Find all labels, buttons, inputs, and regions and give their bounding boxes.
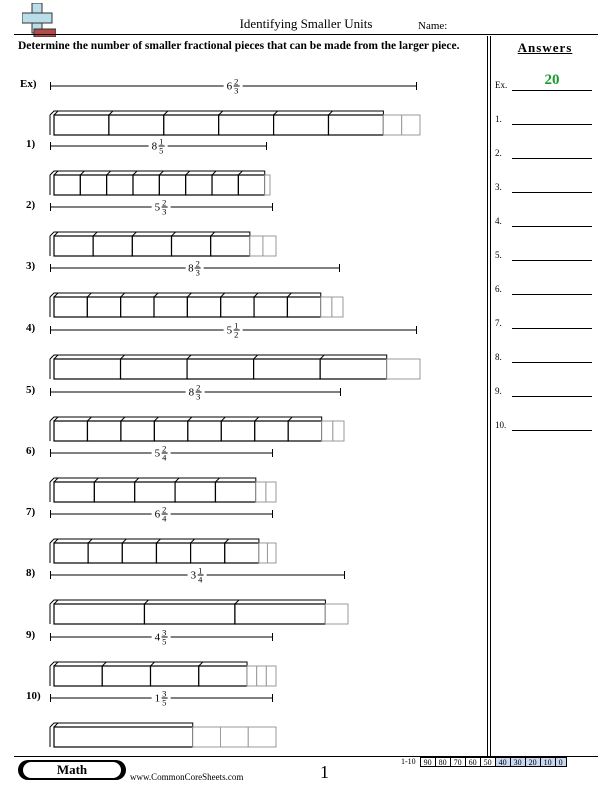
whole-unit [219,115,274,135]
fraction [197,567,203,584]
fraction [161,690,167,707]
answer-label: 7. [495,318,502,328]
whole-unit [132,236,171,256]
score-cell: 40 [496,757,511,767]
mixed-number [152,445,171,462]
answer-label: 5. [495,250,502,260]
numerator: 2 [162,443,167,454]
fraction-piece [322,421,333,441]
whole-unit [80,175,106,195]
problem-label: 10) [26,690,41,702]
answer-blank[interactable] [512,362,592,363]
whole-unit [107,175,133,195]
numerator: 2 [162,197,167,208]
whole-unit [221,297,254,317]
whole-unit [221,421,254,441]
whole-unit [133,175,159,195]
answer-blank[interactable] [512,124,592,125]
divider [487,36,488,756]
whole-unit [93,236,132,256]
answer-blank[interactable] [512,294,592,295]
numerator: 2 [162,504,167,515]
answer-blank[interactable] [512,328,592,329]
score-cell: 90 [420,757,436,767]
whole-unit [186,175,212,195]
fraction-piece [266,482,276,502]
whole-unit [238,175,264,195]
mixed-number [149,138,168,155]
score-cell: 50 [481,757,496,767]
whole-part: 5 [154,447,161,459]
fraction-piece [402,115,420,135]
whole-unit [329,115,384,135]
whole-unit [135,482,175,502]
fraction-piece [221,727,249,747]
whole-unit [199,666,247,686]
site-url: www.CommonCoreSheets.com [130,772,244,782]
whole-unit [154,421,187,441]
denominator: 5 [162,697,167,708]
mixed-number [224,78,243,95]
whole-unit [122,543,156,563]
fraction [195,384,201,401]
whole-part: 6 [226,80,233,92]
mixed-number [152,690,171,707]
whole-unit [254,297,287,317]
fraction [195,260,201,277]
fraction-piece [248,727,276,747]
divider [490,36,491,756]
fraction-piece [265,175,270,195]
score-cell: 0 [556,757,567,767]
score-table [398,757,567,767]
whole-unit [172,236,211,256]
whole-unit [54,297,87,317]
fraction-bar [49,722,279,748]
whole-part: 8 [188,386,195,398]
mixed-number [152,199,171,216]
fraction-piece [259,543,268,563]
whole-unit [151,666,199,686]
fraction-bar [49,477,279,503]
answer-label: 9. [495,386,502,396]
answer-blank[interactable] [512,396,592,397]
whole-unit [254,359,321,379]
whole-unit [215,482,255,502]
denominator: 4 [198,574,203,585]
fraction [161,506,167,523]
whole-unit [211,236,250,256]
numerator: 1 [159,136,164,147]
fraction-bar [49,354,423,380]
whole-unit [175,482,215,502]
fraction [158,138,164,155]
whole-unit [159,175,185,195]
score-cell: 80 [436,757,451,767]
whole-part: 6 [154,508,161,520]
answer-label: 8. [495,352,502,362]
denominator: 3 [234,85,239,96]
whole-unit [187,359,254,379]
fraction-piece [387,359,420,379]
mixed-number [185,260,204,277]
denominator: 2 [234,329,239,340]
problem-label: 9) [26,629,36,641]
math-badge-label: Math [23,762,121,778]
answer-blank[interactable] [512,192,592,193]
numerator: 1 [234,320,239,331]
whole-unit [109,115,164,135]
denominator: 5 [162,636,167,647]
problem-label: 3) [26,260,36,272]
whole-unit [54,666,102,686]
fraction-bar [49,292,346,318]
whole-unit [121,359,188,379]
answers-title: Answers [517,40,573,55]
fraction-piece [332,297,343,317]
page-title: Identifying Smaller Units [239,16,373,31]
denominator: 5 [159,145,164,156]
answer-label: 3. [495,182,502,192]
whole-unit [225,543,259,563]
page-number: 1 [320,762,329,782]
score-range-label: 1-10 [401,757,416,766]
divider [14,34,598,35]
whole-unit [320,359,387,379]
whole-unit [188,421,221,441]
answer-label: 10. [495,420,507,430]
whole-unit [54,727,193,747]
mixed-number [152,629,171,646]
instructions: Determine the number of smaller fractional pieces that can be made from the larger piece. [18,40,460,52]
fraction-piece [256,482,266,502]
numerator: 2 [195,258,200,269]
fraction-piece [263,236,276,256]
whole-unit [87,421,120,441]
fraction-bar [49,110,423,136]
whole-unit [144,604,234,624]
mixed-number [224,322,243,339]
fraction-piece [267,543,276,563]
whole-part: 8 [188,262,194,274]
whole-unit [235,604,325,624]
fraction-piece [193,727,221,747]
problem-label: Ex) [20,78,37,90]
answer-label: 2. [495,148,502,158]
answer-blank[interactable] [512,90,592,91]
denominator: 3 [196,391,201,402]
fraction [161,445,167,462]
answer-blank[interactable] [512,430,592,431]
whole-unit [54,604,144,624]
problem-label: 2) [26,199,36,211]
problem-label: 4) [26,322,36,334]
answer-label: 6. [495,284,502,294]
whole-unit [121,421,154,441]
whole-unit [54,421,87,441]
whole-unit [87,297,120,317]
whole-part: 3 [190,569,197,581]
fraction-piece [325,604,348,624]
fraction-bar [49,231,279,257]
whole-unit [54,175,80,195]
answer-label: 4. [495,216,502,226]
answer-blank[interactable] [512,226,592,227]
whole-unit [54,482,94,502]
fraction-piece [250,236,263,256]
fraction-piece [383,115,401,135]
fraction-bar [49,538,279,564]
fraction [233,322,239,339]
name-label: Name: [418,20,448,32]
whole-part: 5 [226,324,233,336]
mixed-number [152,506,171,523]
whole-unit [187,297,220,317]
whole-unit [54,359,121,379]
whole-part: 1 [154,692,161,704]
answer-value: 20 [544,72,560,88]
numerator: 1 [198,565,203,576]
score-cell: 20 [526,757,541,767]
whole-unit [212,175,238,195]
whole-unit [102,666,150,686]
whole-unit [154,297,187,317]
whole-unit [94,482,134,502]
fraction-piece [321,297,332,317]
numerator: 3 [162,688,167,699]
whole-unit [54,115,109,135]
mixed-number [186,384,205,401]
numerator: 2 [196,382,201,393]
problem-label: 6) [26,445,36,457]
fraction-piece [247,666,257,686]
fraction-bar [49,416,347,442]
whole-unit [287,297,320,317]
denominator: 3 [195,267,200,278]
numerator: 2 [234,76,239,87]
answer-label: Ex. [495,80,508,90]
problem-label: 1) [26,138,36,150]
fraction [233,78,239,95]
whole-unit [288,421,321,441]
fraction-piece [333,421,344,441]
fraction-piece [257,666,267,686]
whole-unit [156,543,190,563]
score-cell: 30 [511,757,526,767]
whole-part: 8 [151,140,158,152]
numerator: 3 [162,627,167,638]
answer-blank[interactable] [512,158,592,159]
fraction-piece [266,666,276,686]
answer-blank[interactable] [512,260,592,261]
score-cell: 70 [451,757,466,767]
whole-part: 5 [154,201,161,213]
problem-label: 5) [26,384,36,396]
fraction-bar [49,599,351,625]
fraction-bar [49,170,273,196]
answer-label: 1. [495,114,502,124]
whole-part: 4 [154,631,161,643]
problem-label: 7) [26,506,36,518]
whole-unit [274,115,329,135]
whole-unit [88,543,122,563]
problem-label: 8) [26,567,36,579]
denominator: 3 [162,206,167,217]
whole-unit [191,543,225,563]
score-cell: 10 [541,757,556,767]
whole-unit [54,543,88,563]
whole-unit [255,421,288,441]
denominator: 4 [162,452,167,463]
whole-unit [54,236,93,256]
fraction [161,629,167,646]
whole-unit [164,115,219,135]
score-cell: 60 [466,757,481,767]
denominator: 4 [162,513,167,524]
whole-unit [121,297,154,317]
mixed-number [188,567,207,584]
fraction [161,199,167,216]
fraction-bar [49,661,279,687]
